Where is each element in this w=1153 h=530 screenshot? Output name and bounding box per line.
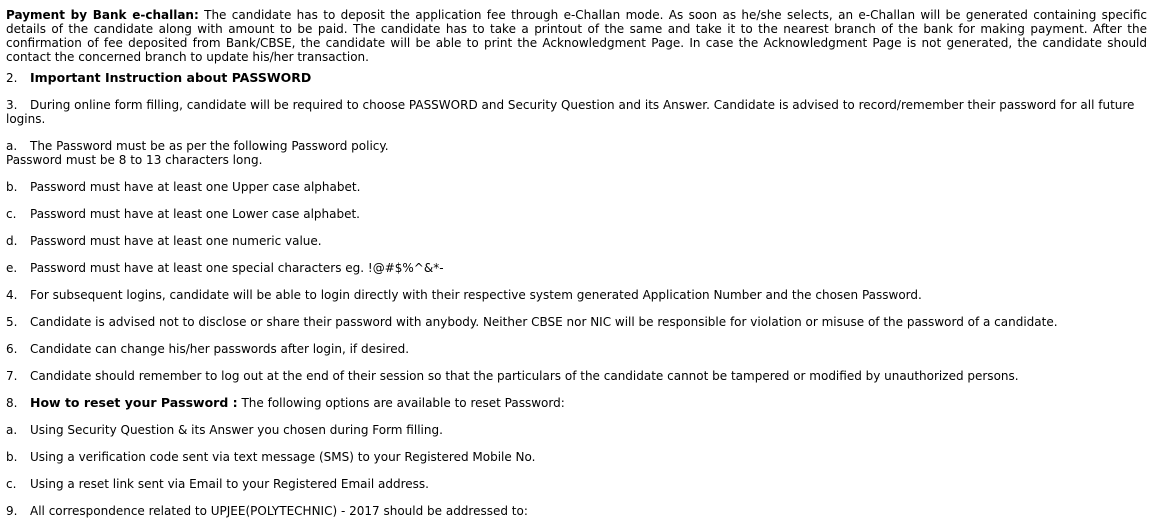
item-number: 9. bbox=[6, 504, 18, 518]
item-text: Password must have at least one special characters eg. !@#$%^&*- bbox=[30, 261, 444, 275]
item-text: Candidate can change his/her passwords after login, if desired. bbox=[30, 342, 410, 356]
item-text: The following options are available to reset Password: bbox=[237, 396, 565, 410]
item-number: 3. bbox=[6, 98, 18, 112]
reset-heading: How to reset your Password : bbox=[30, 395, 238, 410]
item-7 bbox=[6, 369, 1147, 383]
item-4 bbox=[6, 288, 1147, 302]
item-text: Candidate should remember to log out at the end of their session so that the particulars of the candidate cannot be tampered or modified by unauthorized persons. bbox=[30, 369, 1019, 383]
item-a-policy bbox=[6, 139, 1147, 153]
item-letter: e. bbox=[6, 261, 18, 275]
item-text: Using a verification code sent via text message (SMS) to your Registered Mobile No. bbox=[30, 450, 536, 464]
item-number: 7. bbox=[6, 369, 18, 383]
payment-title: Payment by Bank e-challan: bbox=[6, 8, 199, 22]
item-letter: b. bbox=[6, 450, 18, 464]
item-text: All correspondence related to UPJEE(POLYTECHNIC) - 2017 should be addressed to: bbox=[30, 504, 528, 518]
item-letter: a. bbox=[6, 139, 18, 153]
item-letter: d. bbox=[6, 234, 18, 248]
item-text: Password must have at least one Lower case alphabet. bbox=[30, 207, 360, 221]
item-letter: a. bbox=[6, 423, 18, 437]
item-9 bbox=[6, 504, 1147, 518]
payment-paragraph bbox=[6, 8, 1147, 64]
item-2 bbox=[6, 71, 1147, 85]
item-number: 4. bbox=[6, 288, 18, 302]
item-3 bbox=[6, 98, 1147, 126]
item-a-length bbox=[6, 153, 1147, 167]
item-5 bbox=[6, 315, 1147, 329]
item-text: The Password must be as per the following Password policy. bbox=[30, 139, 389, 153]
password-heading: Important Instruction about PASSWORD bbox=[30, 70, 312, 85]
item-c-lower bbox=[6, 207, 1147, 221]
item-number: 6. bbox=[6, 342, 18, 356]
item-number: 8. bbox=[6, 396, 18, 410]
reset-option-a bbox=[6, 423, 1147, 437]
item-d-numeric bbox=[6, 234, 1147, 248]
reset-option-c bbox=[6, 477, 1147, 491]
reset-option-b bbox=[6, 450, 1147, 464]
item-number: 5. bbox=[6, 315, 18, 329]
item-letter: c. bbox=[6, 207, 17, 221]
item-text: Password must be 8 to 13 characters long. bbox=[6, 153, 263, 167]
item-text: Candidate is advised not to disclose or share their password with anybody. Neither CBSE nor NIC will be responsible for violation or misuse of the password of a candidate. bbox=[30, 315, 1058, 329]
item-text: For subsequent logins, candidate will be able to login directly with their respective system generated Application Number and the chosen Password. bbox=[30, 288, 922, 302]
item-letter: b. bbox=[6, 180, 18, 194]
payment-text: The candidate has to deposit the application fee through e-Challan mode. As soon as he/she selects, an e-Challan will be generated containing specific details of the candidate along with amount to be paid. The candidate has to take a printout of the same and take it to the nearest branch of the bank for making payment. After the confirmation of fee deposited from Bank/CBSE, the candidate will be able to print the Acknowledgment Page. In case the Acknowledgment Page is not generated, the candidate should contact the concerned branch to update his/her transaction. bbox=[6, 8, 1147, 64]
item-e-special bbox=[6, 261, 1147, 275]
item-number: 2. bbox=[6, 71, 18, 85]
item-text: Password must have at least one numeric value. bbox=[30, 234, 322, 248]
item-text: Using a reset link sent via Email to your Registered Email address. bbox=[30, 477, 429, 491]
item-b-upper bbox=[6, 180, 1147, 194]
item-letter: c. bbox=[6, 477, 17, 491]
item-text: Password must have at least one Upper case alphabet. bbox=[30, 180, 361, 194]
item-text: During online form filling, candidate will be required to choose PASSWORD and Security Question and its Answer. Candidate is advised to record/remember their password for all future logins. bbox=[6, 98, 1135, 126]
item-6 bbox=[6, 342, 1147, 356]
item-8 bbox=[6, 396, 1147, 410]
item-text: Using Security Question & its Answer you chosen during Form filling. bbox=[30, 423, 443, 437]
